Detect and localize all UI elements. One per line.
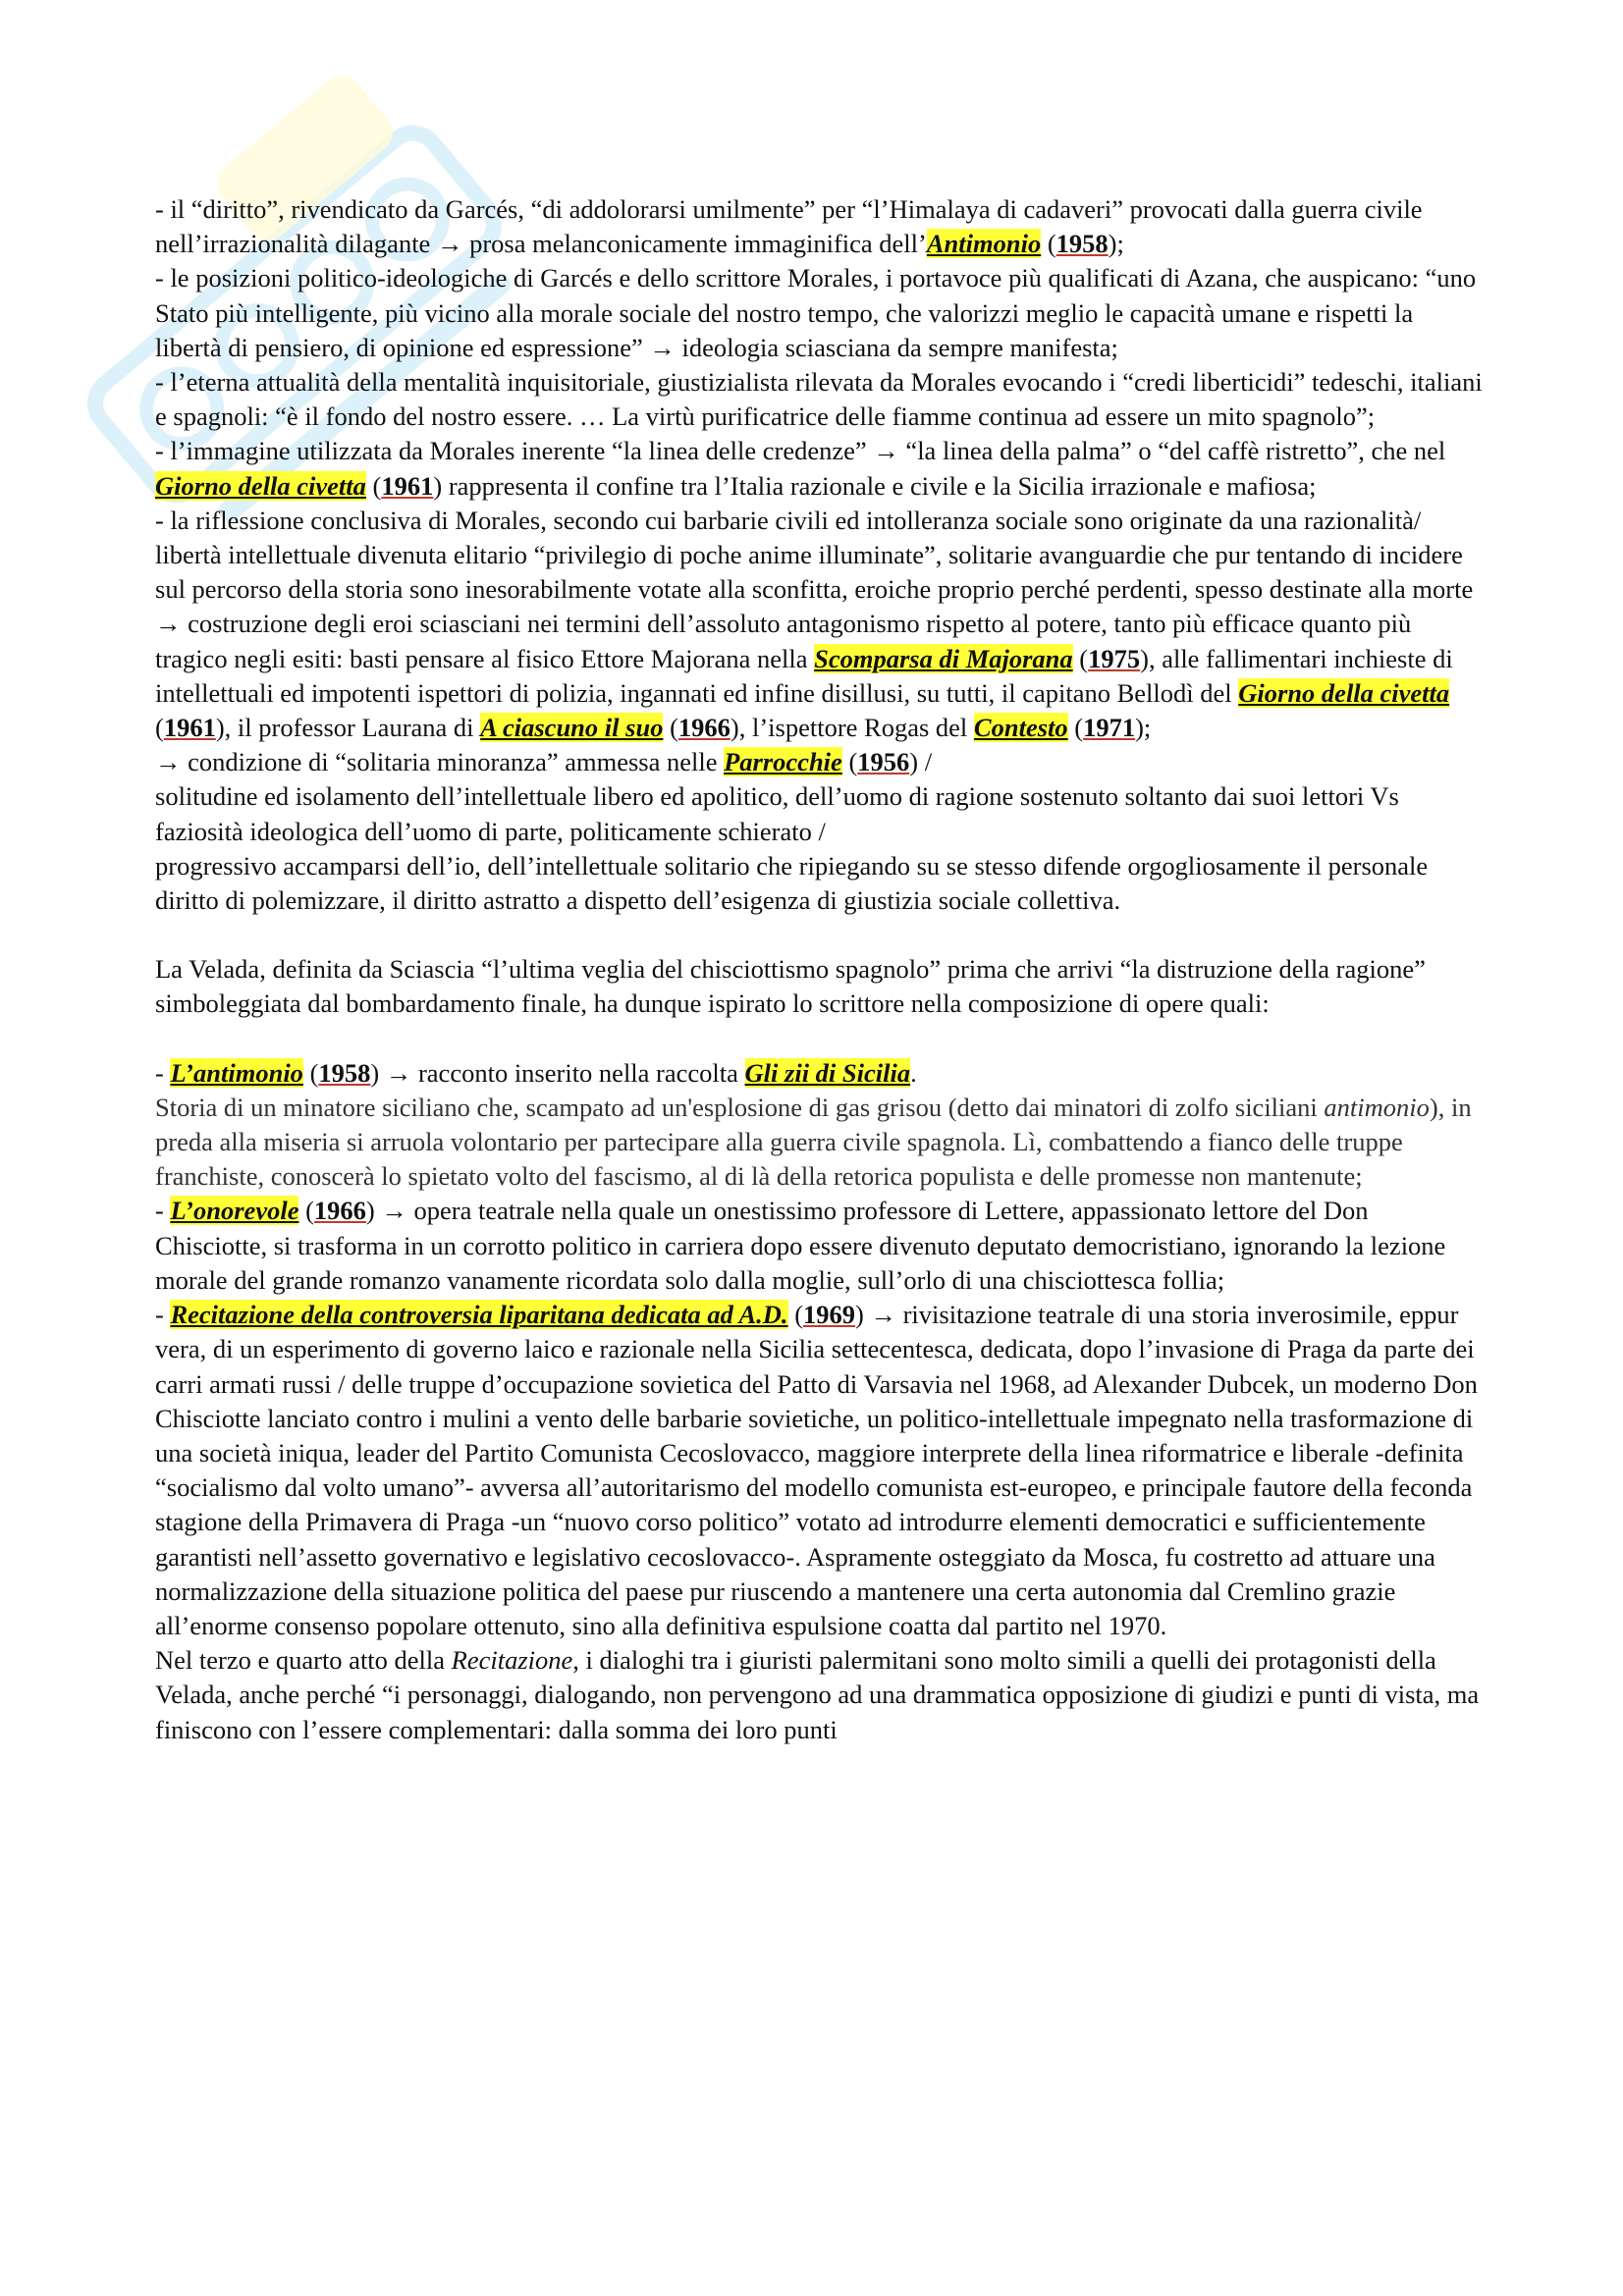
text-run: solitudine ed isolamento dell’intellettuale libero ed apolitico, dell’uomo di ragione sostenuto soltanto dai suoi lettori Vs faziosità ideologica dell’uomo di parte, politicamente schierato / <box>155 781 1399 846</box>
spacer <box>155 1022 1483 1056</box>
year: 1975 <box>1088 643 1141 673</box>
title-highlight: Contesto <box>973 713 1068 743</box>
year: 1966 <box>313 1196 366 1226</box>
text-run: ), l’ispettore Rogas del <box>730 713 974 743</box>
text-run: ) → opera teatrale nella quale un onestissimo professore di Lettere, appassionato lettore del Don Chisciotte, si trasforma in un corrotto politico in carriera dopo essere divenuto deputato democristiano, ignorando la lezione morale del grande romanzo vanamente ricordata solo dalla moglie, sull’orlo di una chisciottesca follia; <box>155 1196 1446 1295</box>
text-run: . <box>910 1057 917 1088</box>
text-run: ( <box>155 713 164 743</box>
paragraph-attualita <box>155 365 1483 434</box>
text-run: ( <box>787 1300 804 1330</box>
paragraph-immagine <box>155 434 1483 503</box>
text-run: ) rappresenta il confine tra l’Italia razionale e civile e la Sicilia irrazionale e mafiosa; <box>433 470 1317 501</box>
paragraph-onorevole <box>155 1194 1483 1298</box>
document-page <box>155 192 1483 1747</box>
text-run: - <box>155 1057 171 1088</box>
text-run: ( <box>1072 643 1089 673</box>
paragraph-posizioni <box>155 261 1483 365</box>
story-text: ), in preda alla miseria si arruola volontario per partecipare alla <box>155 1092 1472 1157</box>
story-text: grisou <box>876 1092 943 1122</box>
paragraph-riflessione <box>155 504 1483 608</box>
story-text: . Lì, combattendo a fianco delle truppe franchiste, conoscerà lo spietato volto del <box>155 1127 1403 1192</box>
title-highlight: Giorno della civetta <box>155 470 366 501</box>
title-highlight: L’onorevole <box>170 1196 299 1226</box>
title-highlight: L’antimonio <box>170 1057 303 1088</box>
text-run: - le posizioni politico-ideologiche di Garcés e dello scrittore Morales, i portavoce più qualificati di Azana, che auspicano: “uno Stato più intelligente, più vicino alla morale sociale del nostro tempo, che valorizzi meglio le capacità umane e rispetti la libertà di pensiero, di opinione ed espressione” → ideologia sciasciana da sempre manifesta; <box>155 263 1477 362</box>
text-run: ); <box>1108 229 1124 259</box>
text-run: , i dialoghi tra i giuristi palermitani sono molto simili a quelli dei protagonisti della Velada, anche perché “i personaggi, dialogando, non pervengono ad una drammatica opposizione di giudizi e punti di vista, ma finiscono con l’essere complementari: dalla somma dei loro punti <box>155 1645 1480 1744</box>
spacer <box>155 918 1483 952</box>
paragraph-storia-minatore <box>155 1091 1483 1195</box>
paragraph-minoranza <box>155 745 1483 779</box>
paragraph-antimonio <box>155 1056 1483 1091</box>
text-run: ( <box>298 1196 314 1226</box>
title-highlight: Gli zii di Sicilia <box>744 1057 911 1088</box>
story-text: guerra civile spagnola <box>770 1127 1001 1157</box>
story-text: , al di là della retorica populista e delle promesse non mantenute; <box>685 1161 1363 1192</box>
year: 1961 <box>163 713 216 743</box>
text-run: La Velada, definita da Sciascia “l’ultima veglia del chisciottismo spagnolo” prima che arrivi “la distruzione della ragione” simboleggiata dal bombardamento finale, ha dunque ispirato lo scrittore nella composizione di opere quali: <box>155 954 1426 1019</box>
story-text: fascismo <box>593 1161 686 1192</box>
text-run: - il “diritto”, rivendicato da Garcés, “di addolorarsi umilmente” per “l’Himalaya di cadaveri” provocati dalla guerra civile nell’irrazionalità dilagante → prosa melanconicamente immaginifica dell’ <box>155 194 1423 259</box>
text-run: progressivo accamparsi dell’io, dell’intellettuale solitario che ripiegando su se stesso difende orgogliosamente il personale diritto di polemizzare, il diritto astratto a dispetto dell’esigenza di giustizia sociale collettiva. <box>155 850 1429 916</box>
year: 1958 <box>318 1057 371 1088</box>
paragraph-diritto <box>155 192 1483 261</box>
text-run: ); <box>1135 713 1152 743</box>
paragraph-terzo-atto <box>155 1643 1483 1747</box>
text-run: → costruzione degli eroi sciasciani nei termini dell’assoluto antagonismo rispetto al potere, tanto più efficace quanto più tragico negli esiti: basti pensare al fisico Ettore Majorana nella <box>155 609 1412 673</box>
text-run: ), alle fallimentari inchieste di intellettuali ed impotenti ispettori di polizia, ingannati ed infine disillusi, su tutti, il capitano Bellodì del <box>155 643 1453 708</box>
text-run: ) → rivisitazione teatrale di una storia inverosimile, eppur vera, di un esperimento di governo laico e razionale nella Sicilia settecentesca, dedicata, dopo l’invasione di Praga da parte dei carri armati russi / delle truppe d’occupazione sovietica del Patto di Varsavia nel 1968, ad Alexander Dubcek, un moderno Don Chisciotte lanciato contro i mulini a vento delle barbarie sovietiche, un politico-intellettuale impegnato nella trasformazione di una società iniqua, leader del Partito Comunista Cecoslovacco, maggiore interprete della linea riformatrice e liberale -definita “socialismo dal volto umano”- avversa all’autoritarismo del modello comunista est-europeo, e principale fautore della feconda stagione della Primavera di Praga -un “nuovo corso politico” votato ad introdurre elementi democratici e sufficientemente garantisti nell’assetto governativo e legislativo cecoslovacco-. Aspramente osteggiato da Mosca, fu costretto ad attuare una normalizzazione della situazione politica del paese pur riuscendo a mantenere una certa autonomia dal Cremlino grazie all’enorme consenso popolare ottenuto, sino alla definitiva espulsione coatta dal partito nel 1970. <box>155 1300 1478 1640</box>
text-run: ) → racconto inserito nella raccolta <box>370 1057 745 1088</box>
text-run: - la riflessione conclusiva di Morales, secondo cui barbarie civili ed intolleranza sociale sono originate da una razionalità/ libertà intellettuale divenuta elitario “privilegio di poche anime illuminate”, solitarie avanguardie che pur tentando di incidere sul percorso della storia sono inesorabilmente votate alla sconfitta, eroiche proprio perché perdenti, spesso destinate alla morte <box>155 505 1474 605</box>
text-run: - l’immagine utilizzata da Morales inerente “la linea delle credenze” → “la linea della palma” o “del caffè ristretto”, che nel <box>155 436 1446 466</box>
text-run: ( <box>1067 713 1084 743</box>
italic-text: Recitazione <box>451 1645 573 1676</box>
title-highlight: Giorno della civetta <box>1238 677 1450 708</box>
year: 1961 <box>381 470 434 501</box>
text-run: ) / <box>909 747 933 777</box>
paragraph-solitudine <box>155 779 1483 848</box>
year: 1966 <box>677 713 730 743</box>
year: 1956 <box>857 747 910 777</box>
story-text: (detto dai minatori di zolfo siciliani <box>942 1092 1325 1122</box>
story-text: Storia di un minatore siciliano che, scampato ad un'esplosione di gas <box>155 1092 877 1122</box>
text-run: ( <box>365 470 382 501</box>
text-run: - l’eterna attualità della mentalità inquisitoriale, giustizialista rilevata da Morales evocando i “credi liberticidi” tedeschi, italiani e spagnoli: “è il fondo del nostro essere. … La virtù purificatrice delle fiamme continua ad essere un mito spagnolo”; <box>155 367 1483 432</box>
text-run: ( <box>841 747 858 777</box>
text-run: - <box>155 1300 171 1330</box>
title-highlight: Parrocchie <box>724 747 842 777</box>
paragraph-recitazione <box>155 1298 1483 1643</box>
paragraph-velada <box>155 952 1483 1021</box>
year: 1971 <box>1083 713 1136 743</box>
title-highlight: Scomparsa di Majorana <box>814 643 1073 673</box>
text-run: ( <box>1041 229 1056 259</box>
text-run: ), il professor Laurana di <box>215 713 481 743</box>
title-highlight: Antimonio <box>926 229 1042 259</box>
story-italic: antimonio <box>1324 1092 1430 1122</box>
text-run: - <box>155 1196 171 1226</box>
paragraph-progressivo <box>155 849 1483 918</box>
paragraph-eroi <box>155 607 1483 745</box>
year: 1969 <box>803 1300 856 1330</box>
year: 1958 <box>1055 229 1109 259</box>
title-highlight: A ciascuno il suo <box>480 713 664 743</box>
text-run: ( <box>302 1057 319 1088</box>
text-run: Nel terzo e quarto atto della <box>155 1645 452 1676</box>
title-highlight: Recitazione della controversia liparitana dedicata ad A.D. <box>170 1300 788 1330</box>
text-run: → condizione di “solitaria minoranza” ammessa nelle <box>155 747 725 777</box>
text-run: ( <box>663 713 678 743</box>
